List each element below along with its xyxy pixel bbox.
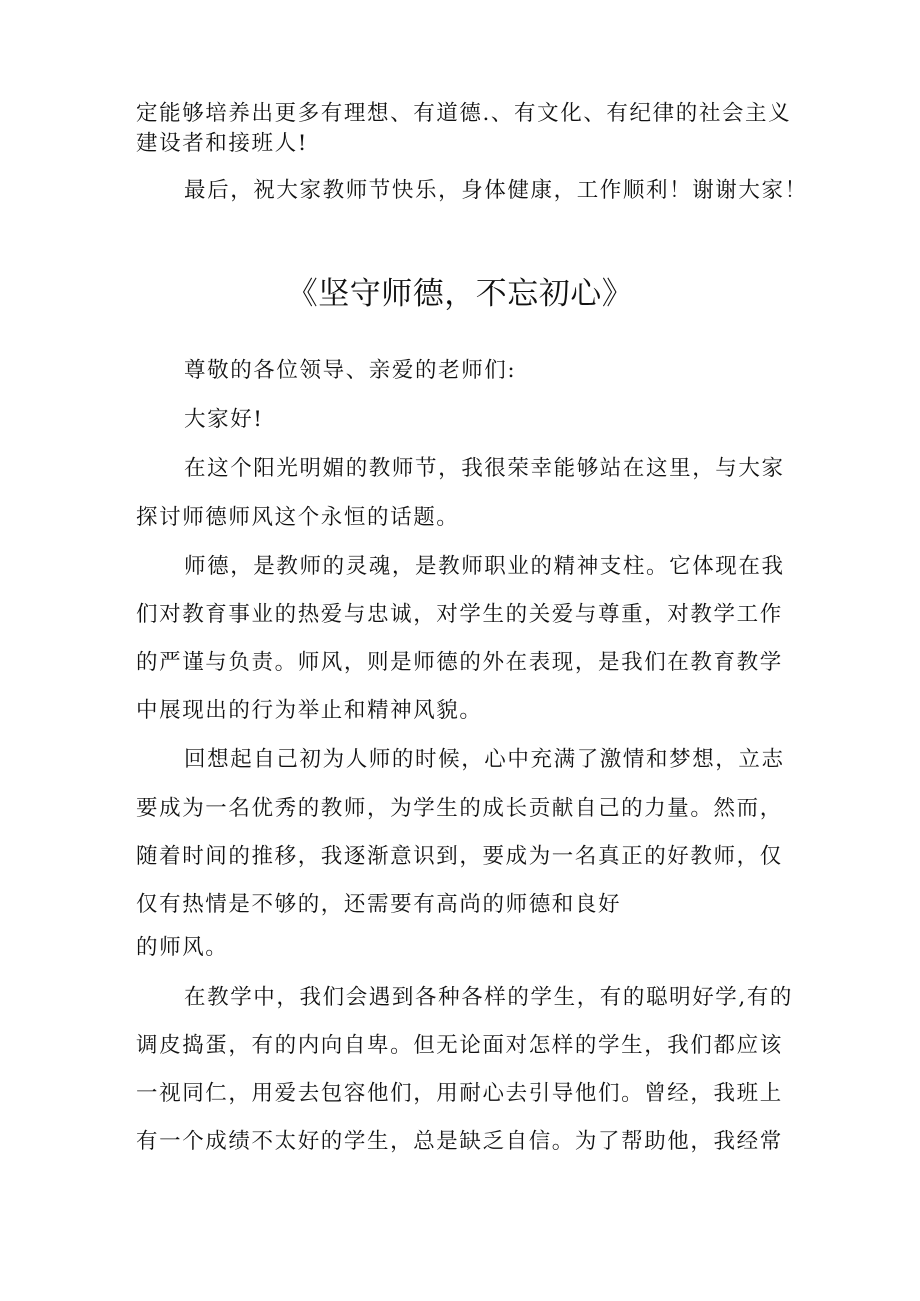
- text-line: 建设者和接班人!: [136, 131, 308, 156]
- text-line: 师德，是教师的灵魂，是教师职业的精神支柱。它体现在我: [184, 554, 785, 579]
- text-line: 仅有热情是不够的，还需要有高尚的师德和良好: [136, 892, 622, 917]
- text-line: 调皮捣蛋，有的内向自卑。但无论面对怎样的学生，我们都应该: [136, 1033, 783, 1058]
- text-line: 探讨师德师风这个永恒的话题。: [136, 505, 460, 530]
- greeting-line: 大家好!: [184, 407, 264, 432]
- text-line: 的严谨与负责。师风，则是师德的外在表现，是我们在教育教学: [136, 650, 783, 675]
- salutation-line: 尊敬的各位领导、亲爱的老师们:: [184, 358, 517, 383]
- text-line: 们对教育事业的热爱与忠诚，对学生的关爱与尊重，对教学工作: [136, 602, 783, 627]
- text-line: 的师风。: [136, 935, 229, 960]
- text-line: 有一个成绩不太好的学生，总是缺乏自信。为了帮助他，我经常: [136, 1129, 783, 1154]
- text-line: 最后，祝大家教师节快乐，身体健康，工作顺利！谢谢大家！: [184, 178, 808, 203]
- text-line: 一视同仁，用爱去包容他们，用耐心去引导他们。曾经，我班上: [136, 1081, 783, 1106]
- text-line: 随着时间的推移，我逐渐意识到，要成为一名真正的好教师，仅: [136, 844, 783, 869]
- text-line: 定能够培养出更多有理想、有道德.、有文化、有纪律的社会主义: [136, 101, 792, 126]
- text-line: 要成为一名优秀的教师，为学生的成长贡献自己的力量。然而，: [136, 796, 783, 821]
- text-line: 中展现出的行为举止和精神风貌。: [136, 698, 483, 723]
- speech-title: 《坚守师德，不忘初心》: [286, 276, 634, 312]
- text-line: 回想起自己初为人师的时候，心中充满了激情和梦想，立志: [184, 747, 785, 772]
- text-line: 在这个阳光明媚的教师节，我很荣幸能够站在这里，与大家: [184, 456, 785, 481]
- text-line: 在教学中，我们会遇到各种各样的学生，有的聪明好学,有的: [184, 985, 794, 1010]
